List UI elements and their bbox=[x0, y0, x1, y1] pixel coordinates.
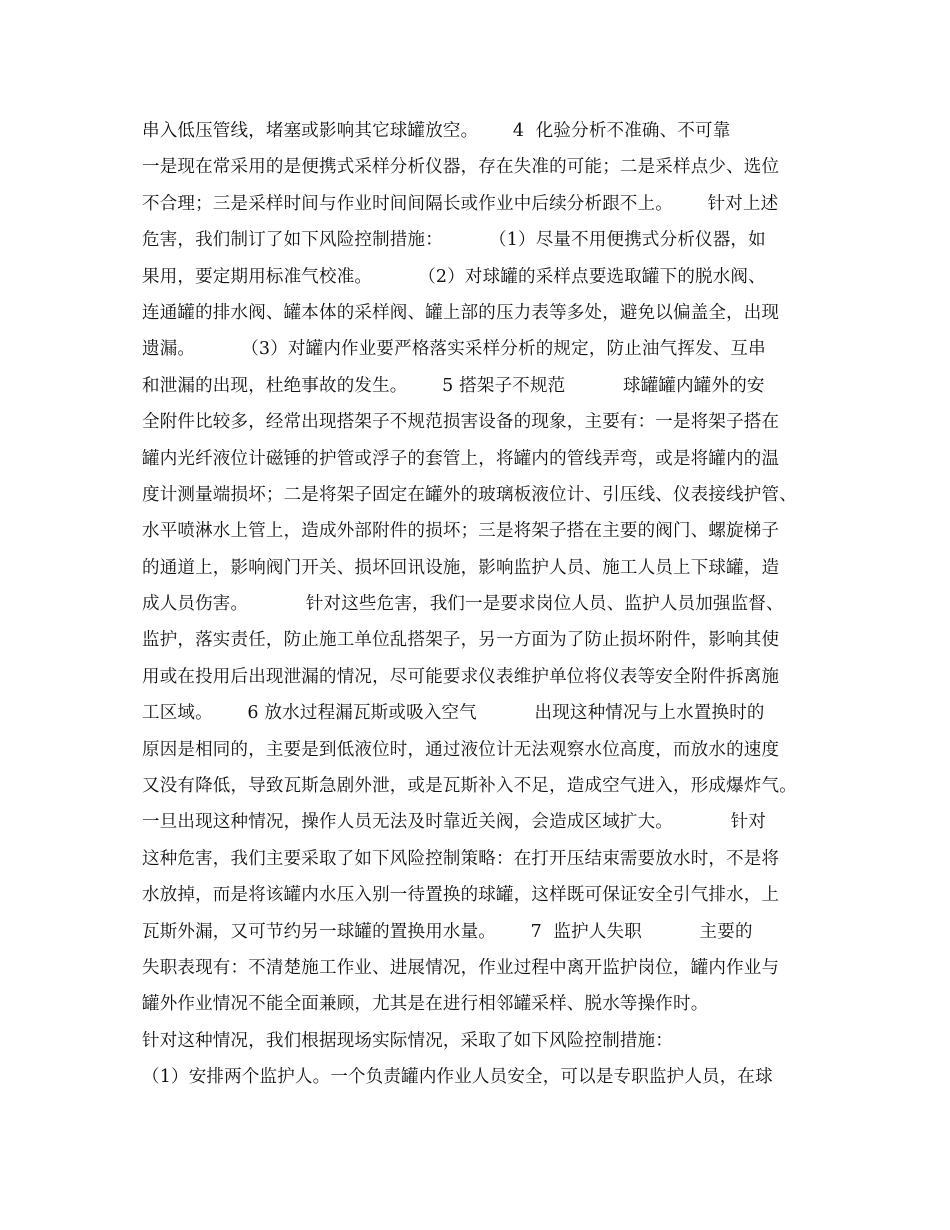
text-line: 瓦斯外漏，又可节约另一球罐的置换用水量。 7 监护人失职 主要的 bbox=[142, 921, 753, 942]
text-line: 不合理；三是采样时间与作业时间间隔长或作业中后续分析跟不上。 针对上述 bbox=[142, 193, 779, 214]
text-line: 水放掉，而是将该罐内水压入别一待置换的球罐，这样既可保证安全引气排水，上 bbox=[142, 885, 780, 906]
body-text bbox=[142, 113, 822, 1096]
text-line: 全附件比较多，经常出现搭架子不规范损害设备的现象，主要有：一是将架子搭在 bbox=[142, 412, 780, 433]
text-line: 危害，我们制订了如下风险控制措施： （1）尽量不用便携式分析仪器，如 bbox=[142, 230, 766, 251]
text-line: （1）安排两个监护人。一个负责罐内作业人员安全，可以是专职监护人员，在球 bbox=[142, 1067, 773, 1088]
text-line: 原因是相同的，主要是到低液位时，通过液位计无法观察水位高度，而放水的速度 bbox=[142, 739, 780, 760]
text-line: 水平喷淋水上管上，造成外部附件的损坏；三是将架子搭在主要的阀门、螺旋梯子 bbox=[142, 521, 780, 542]
text-line: 工区域。 6 放水过程漏瓦斯或吸入空气 出现这种情况与上水置换时的 bbox=[142, 703, 765, 724]
text-line: 串入低压管线，堵塞或影响其它球罐放空。 4 化验分析不准确、不可靠 bbox=[142, 121, 731, 141]
text-line: 连通罐的排水阀、罐本体的采样阀、罐上部的压力表等多处，避免以偏盖全，出现 bbox=[142, 302, 780, 323]
text-line: 遗漏。 （3）对罐内作业要严格落实采样分析的规定，防止油气挥发、互串 bbox=[142, 339, 766, 360]
text-line: 监护，落实责任，防止施工单位乱搭架子，另一方面为了防止损坏附件，影响其使 bbox=[142, 630, 780, 651]
text-line: 度计测量端损坏；二是将架子固定在罐外的玻璃板液位计、引压线、仪表接线护管、 bbox=[142, 484, 797, 505]
text-line: 和泄漏的出现，杜绝事故的发生。 5 搭架子不规范 球罐罐内罐外的安 bbox=[142, 375, 765, 396]
text-line: 这种危害，我们主要采取了如下风险控制策略：在打开压结束需要放水时，不是将 bbox=[142, 848, 780, 869]
text-line: 一旦出现这种情况，操作人员无法及时靠近关阀，会造成区域扩大。 针对 bbox=[142, 812, 767, 833]
text-line: 又没有降低，导致瓦斯急剧外泄，或是瓦斯补入不足，造成空气进入，形成爆炸气。 bbox=[142, 776, 797, 797]
text-line: 罐外作业情况不能全面兼顾，尤其是在进行相邻罐采样、脱水等操作时。 bbox=[142, 994, 709, 1015]
text-line: 针对这种情况，我们根据现场实际情况，采取了如下风险控制措施： bbox=[142, 1030, 673, 1051]
text-line: 果用，要定期用标准气校准。 （2）对球罐的采样点要选取罐下的脱水阀、 bbox=[142, 266, 766, 287]
text-line: 的通道上，影响阀门开关、损坏回讯设施，影响监护人员、施工人员上下球罐，造 bbox=[142, 557, 780, 578]
text-line: 成人员伤害。 针对这些危害，我们一是要求岗位人员、监护人员加强监督、 bbox=[142, 594, 784, 615]
text-line: 罐内光纤液位计磁锤的护管或浮子的套管上，将罐内的管线弄弯，或是将罐内的温 bbox=[142, 448, 780, 469]
text-line: 一是现在常采用的是便携式采样分析仪器，存在失准的可能；二是采样点少、选位 bbox=[142, 157, 780, 178]
text-line: 用或在投用后出现泄漏的情况，尽可能要求仪表维护单位将仪表等安全附件拆离施 bbox=[142, 666, 780, 687]
text-line: 失职表现有：不清楚施工作业、进展情况，作业过程中离开监护岗位，罐内作业与 bbox=[142, 957, 780, 978]
